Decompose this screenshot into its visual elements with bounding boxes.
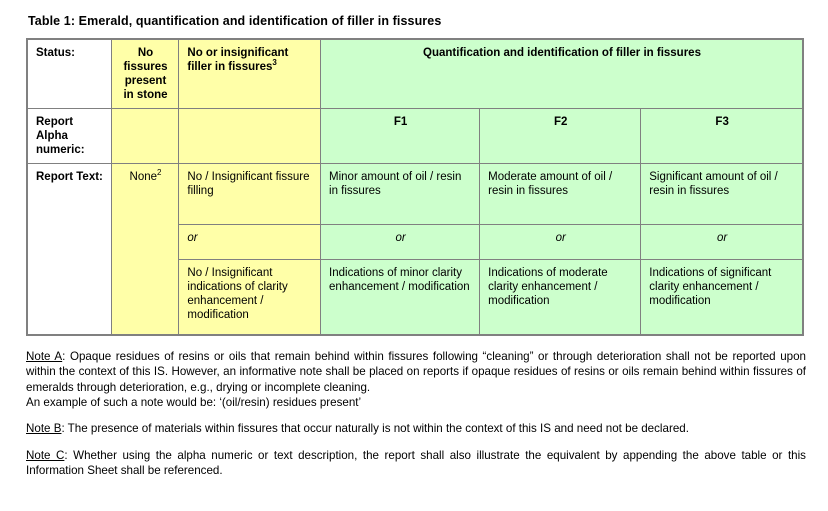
alpha-f1: F1 bbox=[321, 109, 480, 164]
report-text-no-filler-group bbox=[179, 164, 321, 336]
f1-text-line1: Minor amount of oil / resin in fissures bbox=[321, 164, 479, 225]
report-text-f2-group bbox=[480, 164, 641, 336]
column-header-no-filler bbox=[179, 39, 321, 109]
note-a bbox=[26, 349, 806, 410]
note-b-text: : The presence of materials within fissures that occur naturally is not within the context of this IS and need not be declared. bbox=[61, 422, 689, 436]
footnote-marker-3: 3 bbox=[272, 58, 277, 68]
table-row-report-text bbox=[27, 164, 803, 336]
alpha-f3: F3 bbox=[641, 109, 803, 164]
note-a-text: : Opaque residues of resins or oils that remain behind within fissures following “cleaning” or through deterioration shall not be reported upon within the context of this IS. However, an informative note shall be placed on reports if opaque residues of resins or oils remain behind within fissures of emeralds through deterioration, e.g., drying or incomplete cleaning. bbox=[26, 350, 806, 394]
alpha-f2: F2 bbox=[480, 109, 641, 164]
row-label-report-text: Report Text: bbox=[27, 164, 111, 336]
note-a-label: Note A bbox=[26, 350, 63, 364]
table-row-status bbox=[27, 39, 803, 109]
note-b bbox=[26, 421, 806, 436]
notes-section bbox=[26, 349, 806, 478]
no-filler-text-line2: No / Insignificant indications of clarity enhancement / modification bbox=[179, 260, 320, 335]
alpha-no-fissures-cell bbox=[111, 109, 179, 164]
note-b-label: Note B bbox=[26, 422, 62, 436]
status-label: Status: bbox=[27, 39, 111, 109]
f3-or: or bbox=[641, 225, 802, 260]
f2-text-line2: Indications of moderate clarity enhancement / modification bbox=[480, 260, 640, 335]
note-a-example: An example of such a note would be: ‘(oil/resin) residues present’ bbox=[26, 396, 362, 409]
f2-text-line1: Moderate amount of oil / resin in fissures bbox=[480, 164, 640, 225]
f2-or: or bbox=[480, 225, 640, 260]
table-row-alpha-numeric bbox=[27, 109, 803, 164]
no-filler-text-line1: No / Insignificant fissure filling bbox=[179, 164, 320, 225]
f3-text-line1: Significant amount of oil / resin in fissures bbox=[641, 164, 802, 225]
no-filler-or: or bbox=[179, 225, 320, 260]
report-text-f1-group bbox=[321, 164, 480, 336]
f3-text-line2: Indications of significant clarity enhancement / modification bbox=[641, 260, 802, 335]
row-label-alpha-numeric: Report Alpha numeric: bbox=[27, 109, 111, 164]
report-text-none bbox=[111, 164, 179, 336]
none-text: None bbox=[129, 171, 158, 184]
column-header-quantification: Quantification and identification of filler in fissures bbox=[321, 39, 803, 109]
report-text-f3-group bbox=[641, 164, 803, 336]
f1-or: or bbox=[321, 225, 479, 260]
column-header-no-filler-text: No or insignificant filler in fissures bbox=[187, 47, 289, 74]
table-caption: Table 1: Emerald, quantification and identification of filler in fissures bbox=[28, 14, 442, 28]
note-c-text: : Whether using the alpha numeric or text description, the report shall also illustrate the equivalent by appending the above table or this Information Sheet shall be referenced. bbox=[26, 448, 806, 477]
footnote-marker-2: 2 bbox=[157, 168, 162, 178]
note-c-label: Note C bbox=[26, 448, 65, 462]
alpha-no-filler-cell bbox=[179, 109, 321, 164]
f1-text-line2: Indications of minor clarity enhancement / modification bbox=[321, 260, 479, 335]
note-c bbox=[26, 448, 806, 479]
filler-fissures-table bbox=[26, 38, 804, 336]
column-header-no-fissures: No fissures present in stone bbox=[111, 39, 179, 109]
